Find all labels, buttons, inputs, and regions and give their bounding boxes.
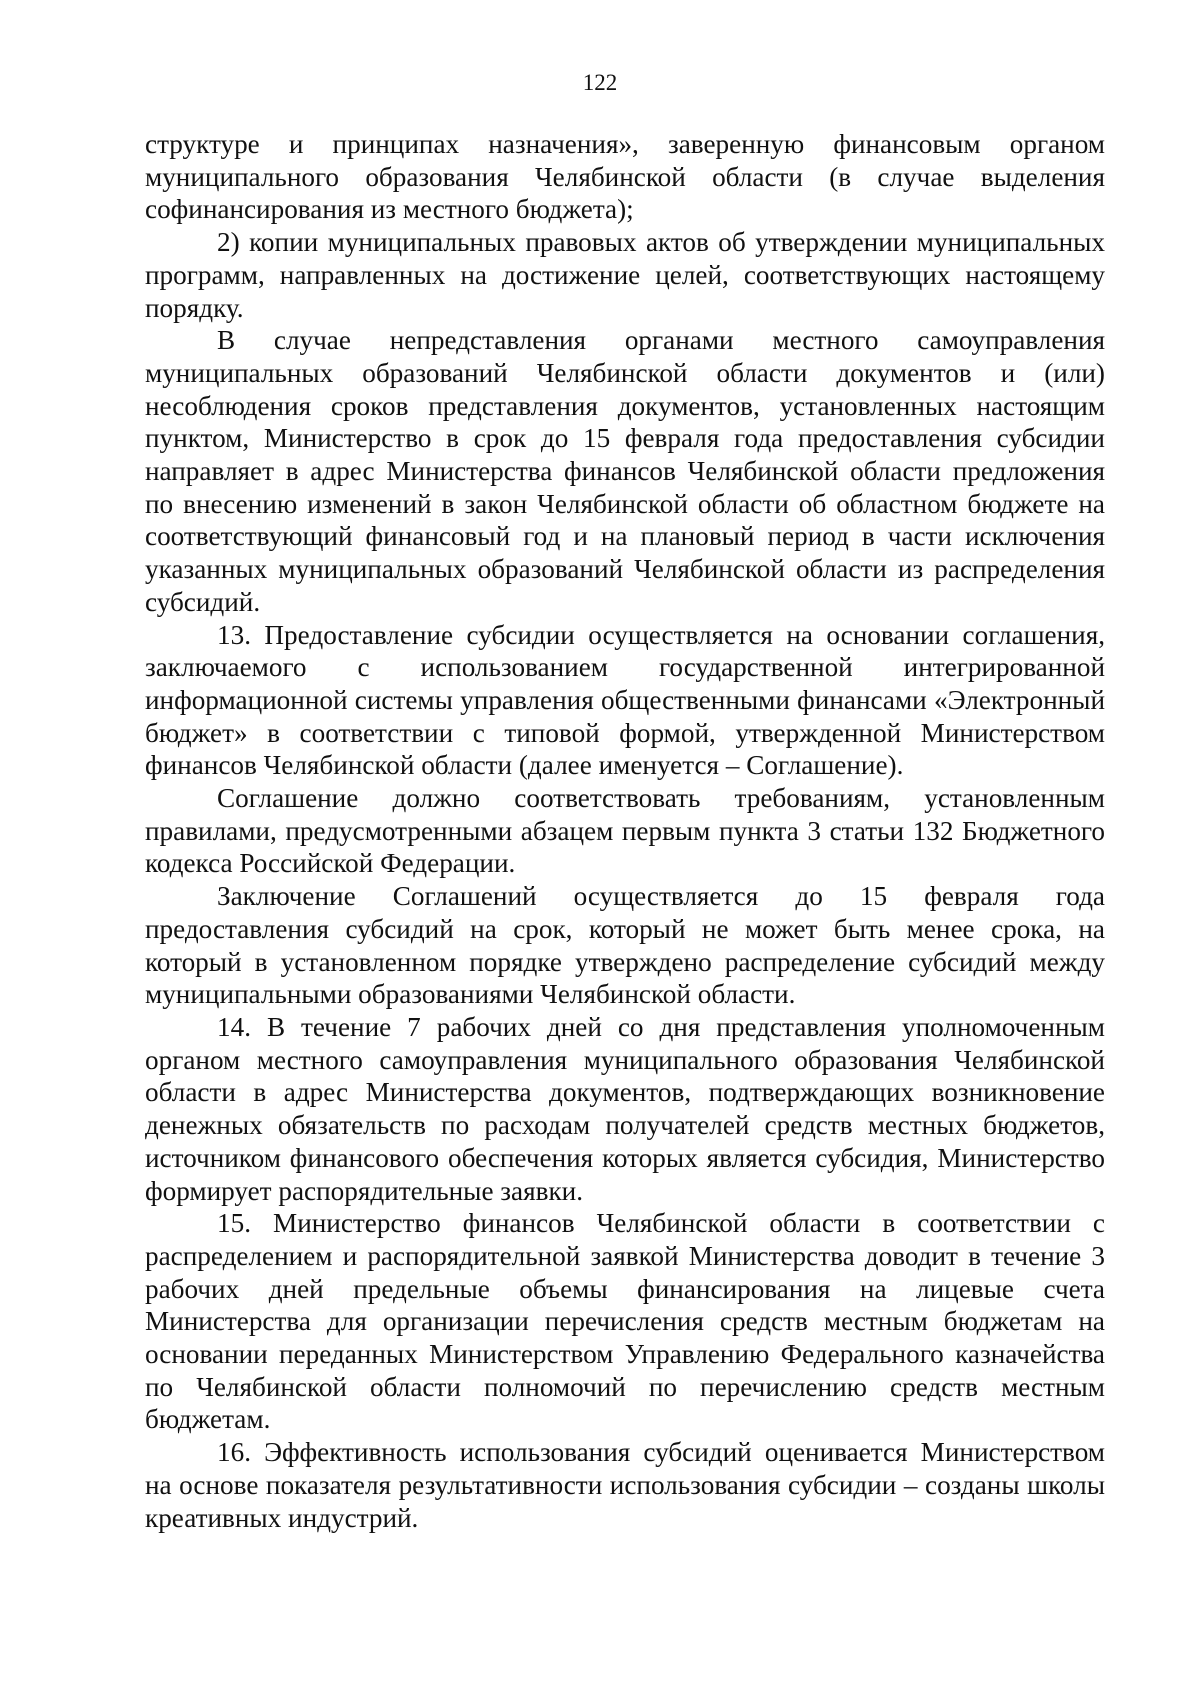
paragraph-item-13: 13. Предоставление субсидии осуществляется на основании соглашения, заключаемого с использованием государственной интегрированной информационной системы управления общественными финансами «Электронный бюджет» в соответствии с типовой формой, утвержденной Министерством финансов Челябинской области (далее именуется – Соглашение). bbox=[145, 619, 1105, 781]
page-number: 122 bbox=[582, 70, 618, 95]
paragraph-item-14: 14. В течение 7 рабочих дней со дня представления уполномоченным органом местного самоуправления муниципального образования Челябинской области в адрес Министерства документов, подтверждающих возникновение денежных обязательств по расходам получателей средств местных бюджетов, источником финансового обеспечения которых является субсидия, Министерство формирует распорядительные заявки. bbox=[145, 1011, 1105, 1206]
document-body bbox=[145, 128, 1105, 1534]
paragraph-continuation: структуре и принципах назначения», заверенную финансовым органом муниципального образования Челябинской области (в случае выделения софинансирования из местного бюджета); bbox=[145, 129, 1105, 225]
paragraph-agreement-conclusion: Заключение Соглашений осуществляется до 15 февраля года предоставления субсидий на срок, который не может быть менее срока, на который в установленном порядке утверждено распределение субсидий между муниципальными образованиями Челябинской области. bbox=[145, 881, 1105, 1010]
paragraph-nonsubmission: В случае непредставления органами местного самоуправления муниципальных образований Челябинской области документов и (или) несоблюдения сроков представления документов, установленных настоящим пунктом, Министерство в срок до 15 февраля года предоставления субсидии направляет в адрес Министерства финансов Челябинской области предложения по внесению изменений в закон Челябинской области об областном бюджете на соответствующий финансовый год и на плановый период в части исключения указанных муниципальных образований Челябинской области из распределения субсидий. bbox=[145, 325, 1105, 617]
paragraph-item-15: 15. Министерство финансов Челябинской области в соответствии с распределением и распорядительной заявкой Министерства доводит в течение 3 рабочих дней предельные объемы финансирования на лицевые счета Министерства для организации перечисления средств местным бюджетам на основании переданных Министерством Управлению Федерального казначейства по Челябинской области полномочий по перечислению средств местным бюджетам. bbox=[145, 1208, 1105, 1435]
paragraph-agreement-requirements: Соглашение должно соответствовать требованиям, установленным правилами, предусмотренными абзацем первым пункта 3 статьи 132 Бюджетного кодекса Российской Федерации. bbox=[145, 783, 1105, 879]
paragraph-item-16: 16. Эффективность использования субсидий оценивается Министерством на основе показателя результативности использования субсидии – созданы школы креативных индустрий. bbox=[145, 1437, 1105, 1533]
paragraph-item-2: 2) копии муниципальных правовых актов об утверждении муниципальных программ, направленных на достижение целей, соответствующих настоящему порядку. bbox=[145, 227, 1105, 323]
